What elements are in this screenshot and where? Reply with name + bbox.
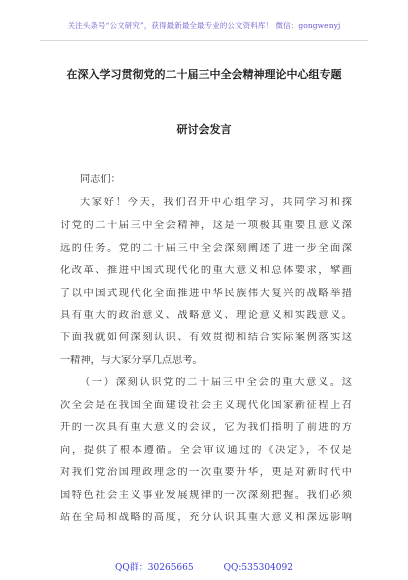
body-line: 向，提供了根本遵循。全会审议通过的《决定》，不仅是	[60, 445, 352, 456]
body-line: 化改革、推进中国式现代化的重大意义和总体要求，擘画	[60, 265, 352, 276]
body-line: 了以中国式现代化全面推进中华民族伟大复兴的战略举措	[60, 288, 352, 299]
body-line: 远的任务。党的二十届三中全会深刻阐述了进一步全面深	[60, 243, 352, 254]
body-line: 次全会是在我国全面建设社会主义现代化国家新征程上召	[60, 400, 352, 411]
document-title: 在深入学习贯彻党的二十届三中全会精神理论中心组专题	[66, 68, 342, 81]
body-line: 下面我就如何深刻认识、有效贯彻和结合实际案例落实这	[60, 332, 352, 343]
footer-qq-number: QQ:535304092	[223, 563, 293, 573]
body-line: 讨党的二十届三中全会精神，这是一项极其重要且意义深	[60, 220, 352, 231]
body-line: 具有重大的政治意义、战略意义、理论意义和实践意义。	[60, 310, 352, 321]
body-line: 开的一次具有重大意义的会议，它为我们指明了前进的方	[60, 422, 352, 433]
footer-qq-group: QQ群：30265665	[115, 563, 194, 573]
body-line: 站在全局和战略的高度，充分认识其重大意义和深远影响	[60, 512, 352, 523]
body-line: 一精神，与大家分享几点思考。	[60, 355, 203, 366]
document-subtitle: 研讨会发言	[176, 123, 232, 136]
section-heading-line: （一）深刻认识党的二十届三中全会的重大意义。这	[80, 377, 352, 388]
header-divider	[40, 40, 368, 41]
body-line: 国特色社会主义事业发展规律的一次深刻把握。我们必须	[60, 490, 352, 501]
body-line: 大家好！今天，我们召开中心组学习，共同学习和探	[80, 197, 352, 208]
greeting-line: 同志们：	[80, 174, 121, 185]
footer-contact	[0, 560, 408, 573]
body-line: 对我们党治国理政理念的一次重要升华，更是对新时代中	[60, 467, 352, 478]
header-promo-note: 关注头条号“公文研究”，获得最新最全最专业的公文资料库！ 微信：gongwenyj	[67, 21, 341, 30]
